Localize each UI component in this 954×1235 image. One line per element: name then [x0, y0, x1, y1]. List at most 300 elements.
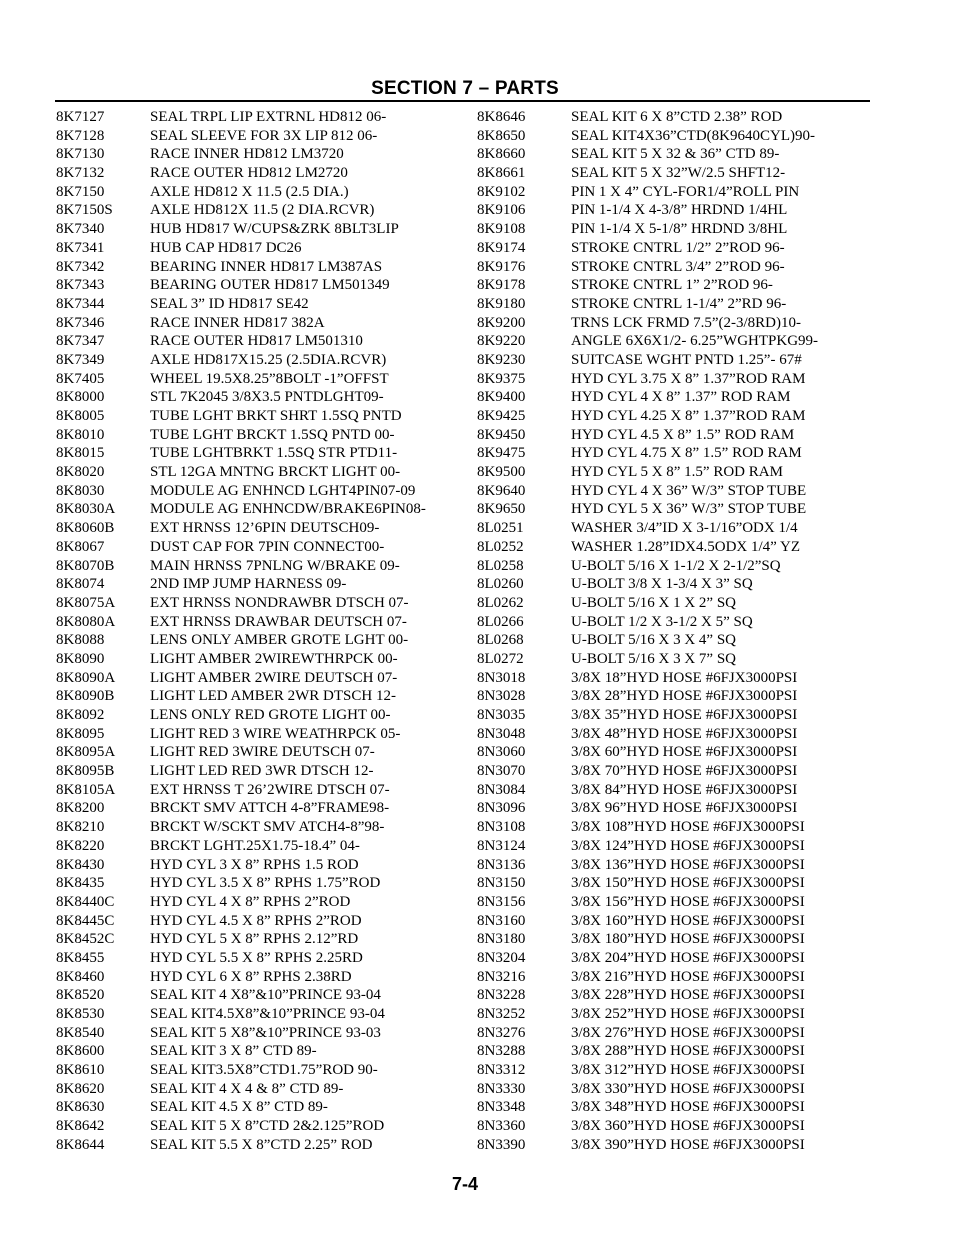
part-number: 8K8540 — [56, 1024, 105, 1041]
part-row — [56, 706, 426, 725]
part-description: SEAL KIT 5 X8”&10”PRINCE 93-03 — [150, 1024, 381, 1041]
part-row — [477, 201, 818, 220]
part-row — [56, 1042, 426, 1061]
part-description: STROKE CNTRL 3/4” 2”ROD 96- — [571, 258, 785, 275]
part-row — [477, 893, 818, 912]
part-number: 8L0268 — [477, 632, 524, 649]
part-description: 3/8X 108”HYD HOSE #6FJX3000PSI — [571, 819, 805, 836]
part-number: 8N3348 — [477, 1099, 526, 1116]
part-row — [56, 463, 426, 482]
part-description: 3/8X 84”HYD HOSE #6FJX3000PSI — [571, 781, 798, 798]
part-description: SEAL KIT 6 X 8”CTD 2.38” ROD — [571, 109, 783, 125]
part-row — [56, 1136, 426, 1155]
header-rule — [55, 100, 870, 102]
part-number: 8K8015 — [56, 445, 105, 462]
part-number: 8N3216 — [477, 968, 526, 985]
part-row — [477, 912, 818, 931]
part-number: 8K8520 — [56, 987, 105, 1004]
part-row — [477, 351, 818, 370]
part-row — [477, 837, 818, 856]
part-description: RACE OUTER HD812 LM2720 — [150, 165, 348, 182]
part-row — [56, 949, 426, 968]
part-description: RACE OUTER HD817 LM501310 — [150, 333, 363, 350]
part-description: HYD CYL 4 X 36” W/3” STOP TUBE — [571, 482, 807, 499]
part-number: 8K8455 — [56, 949, 105, 966]
part-number: 8K7340 — [56, 221, 105, 238]
part-row — [477, 388, 818, 407]
part-number: 8K8460 — [56, 968, 105, 985]
part-description: ANGLE 6X6X1/2- 6.25”WGHTPKG99- — [571, 333, 819, 350]
part-number: 8N3204 — [477, 949, 526, 966]
part-description: AXLE HD812 X 11.5 (2.5 DIA.) — [150, 183, 349, 200]
part-number: 8N3136 — [477, 856, 526, 873]
part-description: SEAL KIT4X36”CTD(8K9640CYL)90- — [571, 127, 815, 144]
part-row — [56, 930, 426, 949]
part-description: LIGHT AMBER 2WIRE DEUTSCH 07- — [150, 669, 398, 686]
part-row — [477, 781, 818, 800]
part-row — [56, 239, 426, 258]
part-number: 8K8630 — [56, 1099, 105, 1116]
part-description: 3/8X 252”HYD HOSE #6FJX3000PSI — [571, 1006, 805, 1022]
part-row — [56, 818, 426, 837]
part-description: MAIN HRNSS 7PNLNG W/BRAKE 09- — [150, 557, 400, 574]
part-description: TUBE LGHT BRCKT 1.5SQ PNTD 00- — [150, 426, 395, 443]
part-description: AXLE HD812X 11.5 (2 DIA.RCVR) — [150, 202, 375, 219]
part-row — [56, 295, 426, 314]
part-description: SEAL KIT4.5X8”&10”PRINCE 93-04 — [150, 1006, 385, 1022]
part-number: 8N3096 — [477, 800, 526, 817]
part-description: WASHER 1.28”IDX4.5ODX 1/4” YZ — [571, 538, 800, 555]
part-number: 8K8090B — [56, 688, 115, 705]
part-description: STL 7K2045 3/8X3.5 PNTDLGHT09- — [150, 389, 384, 406]
part-description: AXLE HD817X15.25 (2.5DIA.RCVR) — [150, 351, 387, 368]
part-description: DUST CAP FOR 7PIN CONNECT00- — [150, 538, 385, 555]
part-row — [477, 332, 818, 351]
part-row — [56, 1024, 426, 1043]
part-row — [56, 1117, 426, 1136]
part-number: 8K7405 — [56, 370, 105, 387]
part-description: 3/8X 48”HYD HOSE #6FJX3000PSI — [571, 725, 798, 742]
part-description: HYD CYL 5 X 36” W/3” STOP TUBE — [571, 501, 807, 518]
part-number: 8L0266 — [477, 613, 524, 630]
part-description: 3/8X 330”HYD HOSE #6FJX3000PSI — [571, 1080, 805, 1097]
part-description: HYD CYL 6 X 8” RPHS 2.38RD — [150, 968, 352, 985]
part-number: 8L0260 — [477, 576, 524, 593]
part-number: 8K9425 — [477, 408, 526, 424]
part-number: 8K8661 — [477, 165, 526, 182]
part-number: 8N3108 — [477, 819, 526, 836]
part-description: 3/8X 28”HYD HOSE #6FJX3000PSI — [571, 688, 798, 705]
part-row — [56, 201, 426, 220]
parts-column-right — [477, 108, 818, 1155]
part-description: U-BOLT 3/8 X 1-3/4 X 3” SQ — [571, 576, 753, 593]
part-description: SEAL SLEEVE FOR 3X LIP 812 06- — [150, 127, 378, 144]
part-row — [56, 1080, 426, 1099]
part-description: SEAL TRPL LIP EXTRNL HD812 06- — [150, 109, 387, 125]
part-row — [477, 968, 818, 987]
part-row — [56, 912, 426, 931]
part-number: 8K8200 — [56, 800, 105, 817]
part-row — [56, 145, 426, 164]
part-number: 8K8646 — [477, 109, 526, 125]
part-description: 3/8X 156”HYD HOSE #6FJX3000PSI — [571, 893, 805, 910]
part-row — [56, 351, 426, 370]
part-number: 8N3330 — [477, 1080, 526, 1097]
part-row — [56, 613, 426, 632]
part-number: 8K8620 — [56, 1080, 105, 1097]
part-row — [477, 874, 818, 893]
part-description: HYD CYL 4.75 X 8” 1.5” ROD RAM — [571, 445, 802, 462]
part-row — [477, 818, 818, 837]
part-row — [477, 108, 818, 127]
part-number: 8K8090 — [56, 650, 105, 667]
part-row — [477, 856, 818, 875]
part-description: EXT HRNSS DRAWBAR DEUTSCH 07- — [150, 613, 407, 630]
part-row — [477, 463, 818, 482]
part-description: LIGHT LED RED 3WR DTSCH 12- — [150, 763, 374, 780]
part-row — [56, 258, 426, 277]
part-number: 8K8650 — [477, 127, 526, 144]
part-description: HYD CYL 5 X 8” 1.5” ROD RAM — [571, 464, 783, 481]
part-description: U-BOLT 1/2 X 3-1/2 X 5” SQ — [571, 613, 753, 630]
part-number: 8K8074 — [56, 576, 105, 593]
part-row — [477, 706, 818, 725]
part-row — [56, 743, 426, 762]
part-row — [56, 500, 426, 519]
part-description: HYD CYL 3.5 X 8” RPHS 1.75”ROD — [150, 875, 381, 892]
part-number: 8N3084 — [477, 781, 526, 798]
part-row — [56, 781, 426, 800]
part-row — [477, 986, 818, 1005]
part-description: BRCKT LGHT.25X1.75-18.4” 04- — [150, 837, 360, 854]
part-number: 8N3070 — [477, 763, 526, 780]
part-row — [477, 1136, 818, 1155]
part-description: HYD CYL 4.5 X 8” 1.5” ROD RAM — [571, 426, 795, 443]
part-description: RACE INNER HD817 382A — [150, 314, 325, 331]
part-description: 3/8X 216”HYD HOSE #6FJX3000PSI — [571, 968, 805, 985]
part-number: 8K8644 — [56, 1136, 105, 1153]
part-description: U-BOLT 5/16 X 3 X 4” SQ — [571, 632, 737, 649]
part-number: 8K9640 — [477, 482, 526, 499]
part-number: 8K7150S — [56, 202, 113, 219]
part-row — [56, 893, 426, 912]
part-row — [56, 276, 426, 295]
part-description: 2ND IMP JUMP HARNESS 09- — [150, 576, 347, 593]
part-number: 8K9650 — [477, 501, 526, 518]
part-number: 8N3228 — [477, 987, 526, 1004]
part-row — [56, 444, 426, 463]
part-number: 8K7343 — [56, 277, 105, 294]
part-number: 8N3276 — [477, 1024, 526, 1041]
part-row — [56, 856, 426, 875]
part-row — [56, 164, 426, 183]
part-description: WASHER 3/4”ID X 3-1/16”ODX 1/4 — [571, 520, 798, 537]
part-row — [477, 538, 818, 557]
part-number: 8N3035 — [477, 707, 526, 723]
part-row — [477, 164, 818, 183]
part-number: 8K7349 — [56, 351, 105, 368]
part-number: 8L0258 — [477, 557, 524, 574]
part-description: STROKE CNTRL 1” 2”ROD 96- — [571, 277, 773, 294]
part-number: 8K7132 — [56, 165, 105, 182]
part-description: 3/8X 288”HYD HOSE #6FJX3000PSI — [571, 1043, 805, 1060]
part-row — [477, 557, 818, 576]
part-number: 8K9174 — [477, 239, 526, 256]
part-row — [477, 314, 818, 333]
part-row — [56, 687, 426, 706]
part-row — [56, 594, 426, 613]
page-number: 7-4 — [451, 1174, 478, 1194]
part-row — [477, 258, 818, 277]
part-description: U-BOLT 5/16 X 3 X 7” SQ — [571, 650, 737, 667]
part-description: 3/8X 124”HYD HOSE #6FJX3000PSI — [571, 837, 805, 854]
part-number: 8K7127 — [56, 109, 105, 125]
part-row — [56, 482, 426, 501]
part-description: LENS ONLY AMBER GROTE LGHT 00- — [150, 632, 409, 649]
part-row — [56, 1098, 426, 1117]
part-number: 8N3060 — [477, 744, 526, 761]
part-number: 8K9102 — [477, 183, 526, 200]
part-row — [56, 1061, 426, 1080]
part-row — [56, 519, 426, 538]
part-description: HYD CYL 4.5 X 8” RPHS 2”ROD — [150, 912, 362, 929]
part-row — [477, 500, 818, 519]
part-description: SEAL KIT 5.5 X 8”CTD 2.25” ROD — [150, 1136, 373, 1153]
part-number: 8N3360 — [477, 1118, 526, 1135]
part-number: 8K9220 — [477, 333, 526, 350]
part-description: EXT HRNSS 12’6PIN DEUTSCH09- — [150, 520, 380, 537]
part-number: 8N3048 — [477, 725, 526, 742]
part-row — [477, 1061, 818, 1080]
part-row — [477, 1024, 818, 1043]
part-row — [56, 370, 426, 389]
part-description: BRCKT W/SCKT SMV ATCH4-8”98- — [150, 819, 385, 836]
part-number: 8K7128 — [56, 127, 105, 144]
part-description: SEAL KIT 5 X 8”CTD 2&2.125”ROD — [150, 1118, 385, 1135]
parts-column-left — [56, 108, 426, 1155]
part-row — [477, 519, 818, 538]
part-description: HYD CYL 4 X 8” RPHS 2”ROD — [150, 893, 351, 910]
part-description: 3/8X 150”HYD HOSE #6FJX3000PSI — [571, 875, 805, 892]
part-row — [56, 127, 426, 146]
part-row — [56, 762, 426, 781]
part-description: 3/8X 60”HYD HOSE #6FJX3000PSI — [571, 744, 798, 761]
part-number: 8N3124 — [477, 837, 526, 854]
part-number: 8N3160 — [477, 912, 526, 929]
part-row — [477, 183, 818, 202]
part-number: 8K7344 — [56, 295, 105, 312]
part-row — [477, 1080, 818, 1099]
part-number: 8K7130 — [56, 146, 105, 163]
part-description: HYD CYL 5 X 8” RPHS 2.12”RD — [150, 931, 359, 948]
part-number: 8K8088 — [56, 632, 105, 649]
part-number: 8K8092 — [56, 707, 105, 723]
part-description: U-BOLT 5/16 X 1 X 2” SQ — [571, 594, 737, 611]
part-number: 8N3018 — [477, 669, 526, 686]
part-number: 8K8642 — [56, 1118, 105, 1135]
part-description: SEAL KIT 4 X8”&10”PRINCE 93-04 — [150, 987, 381, 1004]
part-row — [477, 145, 818, 164]
part-row — [56, 108, 426, 127]
part-description: EXT HRNSS T 26’2WIRE DTSCH 07- — [150, 781, 390, 798]
part-number: 8K7150 — [56, 183, 105, 200]
part-number: 8K9200 — [477, 314, 526, 331]
part-row — [56, 538, 426, 557]
part-description: BEARING OUTER HD817 LM501349 — [150, 277, 390, 294]
part-description: MODULE AG ENHNCD LGHT4PIN07-09 — [150, 482, 416, 499]
part-description: 3/8X 348”HYD HOSE #6FJX3000PSI — [571, 1099, 805, 1116]
part-row — [477, 1042, 818, 1061]
part-description: U-BOLT 5/16 X 1-1/2 X 2-1/2”SQ — [571, 557, 781, 574]
part-description: 3/8X 180”HYD HOSE #6FJX3000PSI — [571, 931, 805, 948]
part-description: WHEEL 19.5X8.25”8BOLT -1”OFFST — [150, 370, 389, 387]
part-number: 8N3312 — [477, 1062, 526, 1079]
part-description: 3/8X 204”HYD HOSE #6FJX3000PSI — [571, 949, 805, 966]
part-description: HYD CYL 4.25 X 8” 1.37”ROD RAM — [571, 408, 806, 424]
part-number: 8K8530 — [56, 1006, 105, 1022]
part-description: EXT HRNSS NONDRAWBR DTSCH 07- — [150, 594, 409, 611]
part-description: 3/8X 228”HYD HOSE #6FJX3000PSI — [571, 987, 805, 1004]
part-row — [56, 407, 426, 426]
part-number: 8K8105A — [56, 781, 116, 798]
part-row — [56, 557, 426, 576]
part-description: MODULE AG ENHNCDW/BRAKE6PIN08- — [150, 501, 426, 518]
part-number: 8K7341 — [56, 239, 105, 256]
part-number: 8K8095 — [56, 725, 105, 742]
part-number: 8K9180 — [477, 295, 526, 312]
part-number: 8K8000 — [56, 389, 105, 406]
part-number: 8L0251 — [477, 520, 524, 537]
part-description: SUITCASE WGHT PNTD 1.25”- 67# — [571, 351, 802, 368]
part-description: LIGHT RED 3 WIRE WEATHRPCK 05- — [150, 725, 401, 742]
part-description: SEAL KIT3.5X8”CTD1.75”ROD 90- — [150, 1062, 378, 1079]
part-row — [56, 575, 426, 594]
part-description: PIN 1 X 4” CYL-FOR1/4”ROLL PIN — [571, 183, 800, 200]
part-row — [477, 762, 818, 781]
part-description: 3/8X 35”HYD HOSE #6FJX3000PSI — [571, 707, 798, 723]
part-number: 8K8610 — [56, 1062, 105, 1079]
part-number: 8K7346 — [56, 314, 105, 331]
part-number: 8K8095A — [56, 744, 116, 761]
part-row — [56, 725, 426, 744]
part-row — [477, 743, 818, 762]
part-number: 8K8210 — [56, 819, 105, 836]
part-number: 8K9176 — [477, 258, 526, 275]
part-description: STROKE CNTRL 1/2” 2”ROD 96- — [571, 239, 785, 256]
part-row — [477, 650, 818, 669]
part-number: 8L0262 — [477, 594, 524, 611]
part-number: 8K8075A — [56, 594, 116, 611]
part-description: 3/8X 276”HYD HOSE #6FJX3000PSI — [571, 1024, 805, 1041]
part-number: 8K8080A — [56, 613, 116, 630]
part-row — [56, 220, 426, 239]
part-row — [477, 276, 818, 295]
part-number: 8N3028 — [477, 688, 526, 705]
part-number: 8K8060B — [56, 520, 115, 537]
part-description: 3/8X 70”HYD HOSE #6FJX3000PSI — [571, 763, 798, 780]
part-row — [477, 949, 818, 968]
part-number: 8K8090A — [56, 669, 116, 686]
part-description: PIN 1-1/4 X 5-1/8” HRDND 3/8HL — [571, 221, 788, 238]
part-number: 8K9400 — [477, 389, 526, 406]
part-number: 8K9108 — [477, 221, 526, 238]
part-row — [477, 426, 818, 445]
section-title: SECTION 7 – PARTS — [371, 78, 559, 99]
part-row — [56, 314, 426, 333]
part-number: 8K8030 — [56, 482, 105, 499]
part-description: TRNS LCK FRMD 7.5”(2-3/8RD)10- — [571, 314, 802, 331]
part-number: 8K9475 — [477, 445, 526, 462]
part-row — [56, 968, 426, 987]
part-number: 8K8220 — [56, 837, 105, 854]
part-description: TUBE LGHT BRKT SHRT 1.5SQ PNTD — [150, 408, 402, 424]
part-number: 8K8030A — [56, 501, 116, 518]
part-number: 8K8070B — [56, 557, 115, 574]
part-row — [477, 1117, 818, 1136]
part-row — [477, 613, 818, 632]
part-description: HYD CYL 4 X 8” 1.37” ROD RAM — [571, 389, 791, 406]
part-row — [477, 799, 818, 818]
part-row — [56, 332, 426, 351]
part-description: LENS ONLY RED GROTE LIGHT 00- — [150, 707, 391, 723]
part-description: LIGHT LED AMBER 2WR DTSCH 12- — [150, 688, 396, 705]
part-number: 8L0252 — [477, 538, 524, 555]
part-row — [477, 444, 818, 463]
part-description: 3/8X 96”HYD HOSE #6FJX3000PSI — [571, 800, 798, 817]
part-number: 8K8095B — [56, 763, 115, 780]
part-row — [477, 1005, 818, 1024]
part-row — [477, 631, 818, 650]
part-description: 3/8X 312”HYD HOSE #6FJX3000PSI — [571, 1062, 805, 1079]
part-row — [477, 370, 818, 389]
part-number: 8K7342 — [56, 258, 105, 275]
part-row — [56, 1005, 426, 1024]
part-row — [477, 725, 818, 744]
part-number: 8L0272 — [477, 650, 524, 667]
part-number: 8K9106 — [477, 202, 526, 219]
part-description: SEAL 3” ID HD817 SE42 — [150, 295, 309, 312]
part-description: 3/8X 18”HYD HOSE #6FJX3000PSI — [571, 669, 798, 686]
part-description: HUB CAP HD817 DC26 — [150, 239, 302, 256]
part-description: 3/8X 390”HYD HOSE #6FJX3000PSI — [571, 1136, 805, 1153]
part-number: 8K8600 — [56, 1043, 105, 1060]
part-number: 8N3288 — [477, 1043, 526, 1060]
part-description: HYD CYL 5.5 X 8” RPHS 2.25RD — [150, 949, 363, 966]
part-number: 8N3390 — [477, 1136, 526, 1153]
part-number: 8K9450 — [477, 426, 526, 443]
part-row — [477, 127, 818, 146]
part-description: 3/8X 360”HYD HOSE #6FJX3000PSI — [571, 1118, 805, 1135]
part-row — [56, 799, 426, 818]
part-row — [56, 388, 426, 407]
part-number: 8K8440C — [56, 893, 115, 910]
part-row — [477, 482, 818, 501]
part-description: SEAL KIT 5 X 32 & 36” CTD 89- — [571, 146, 780, 163]
part-row — [477, 1098, 818, 1117]
part-row — [56, 669, 426, 688]
part-description: 3/8X 160”HYD HOSE #6FJX3000PSI — [571, 912, 805, 929]
part-number: 8N3150 — [477, 875, 526, 892]
part-description: HUB HD817 W/CUPS&ZRK 8BLT3LIP — [150, 221, 399, 238]
part-description: PIN 1-1/4 X 4-3/8” HRDND 1/4HL — [571, 202, 788, 219]
part-description: STROKE CNTRL 1-1/4” 2”RD 96- — [571, 295, 787, 312]
part-row — [56, 426, 426, 445]
part-description: SEAL KIT 5 X 32”W/2.5 SHFT12- — [571, 165, 786, 182]
part-number: 8K8660 — [477, 146, 526, 163]
part-row — [56, 837, 426, 856]
part-number: 8K9375 — [477, 370, 526, 387]
part-description: SEAL KIT 4.5 X 8” CTD 89- — [150, 1099, 328, 1116]
